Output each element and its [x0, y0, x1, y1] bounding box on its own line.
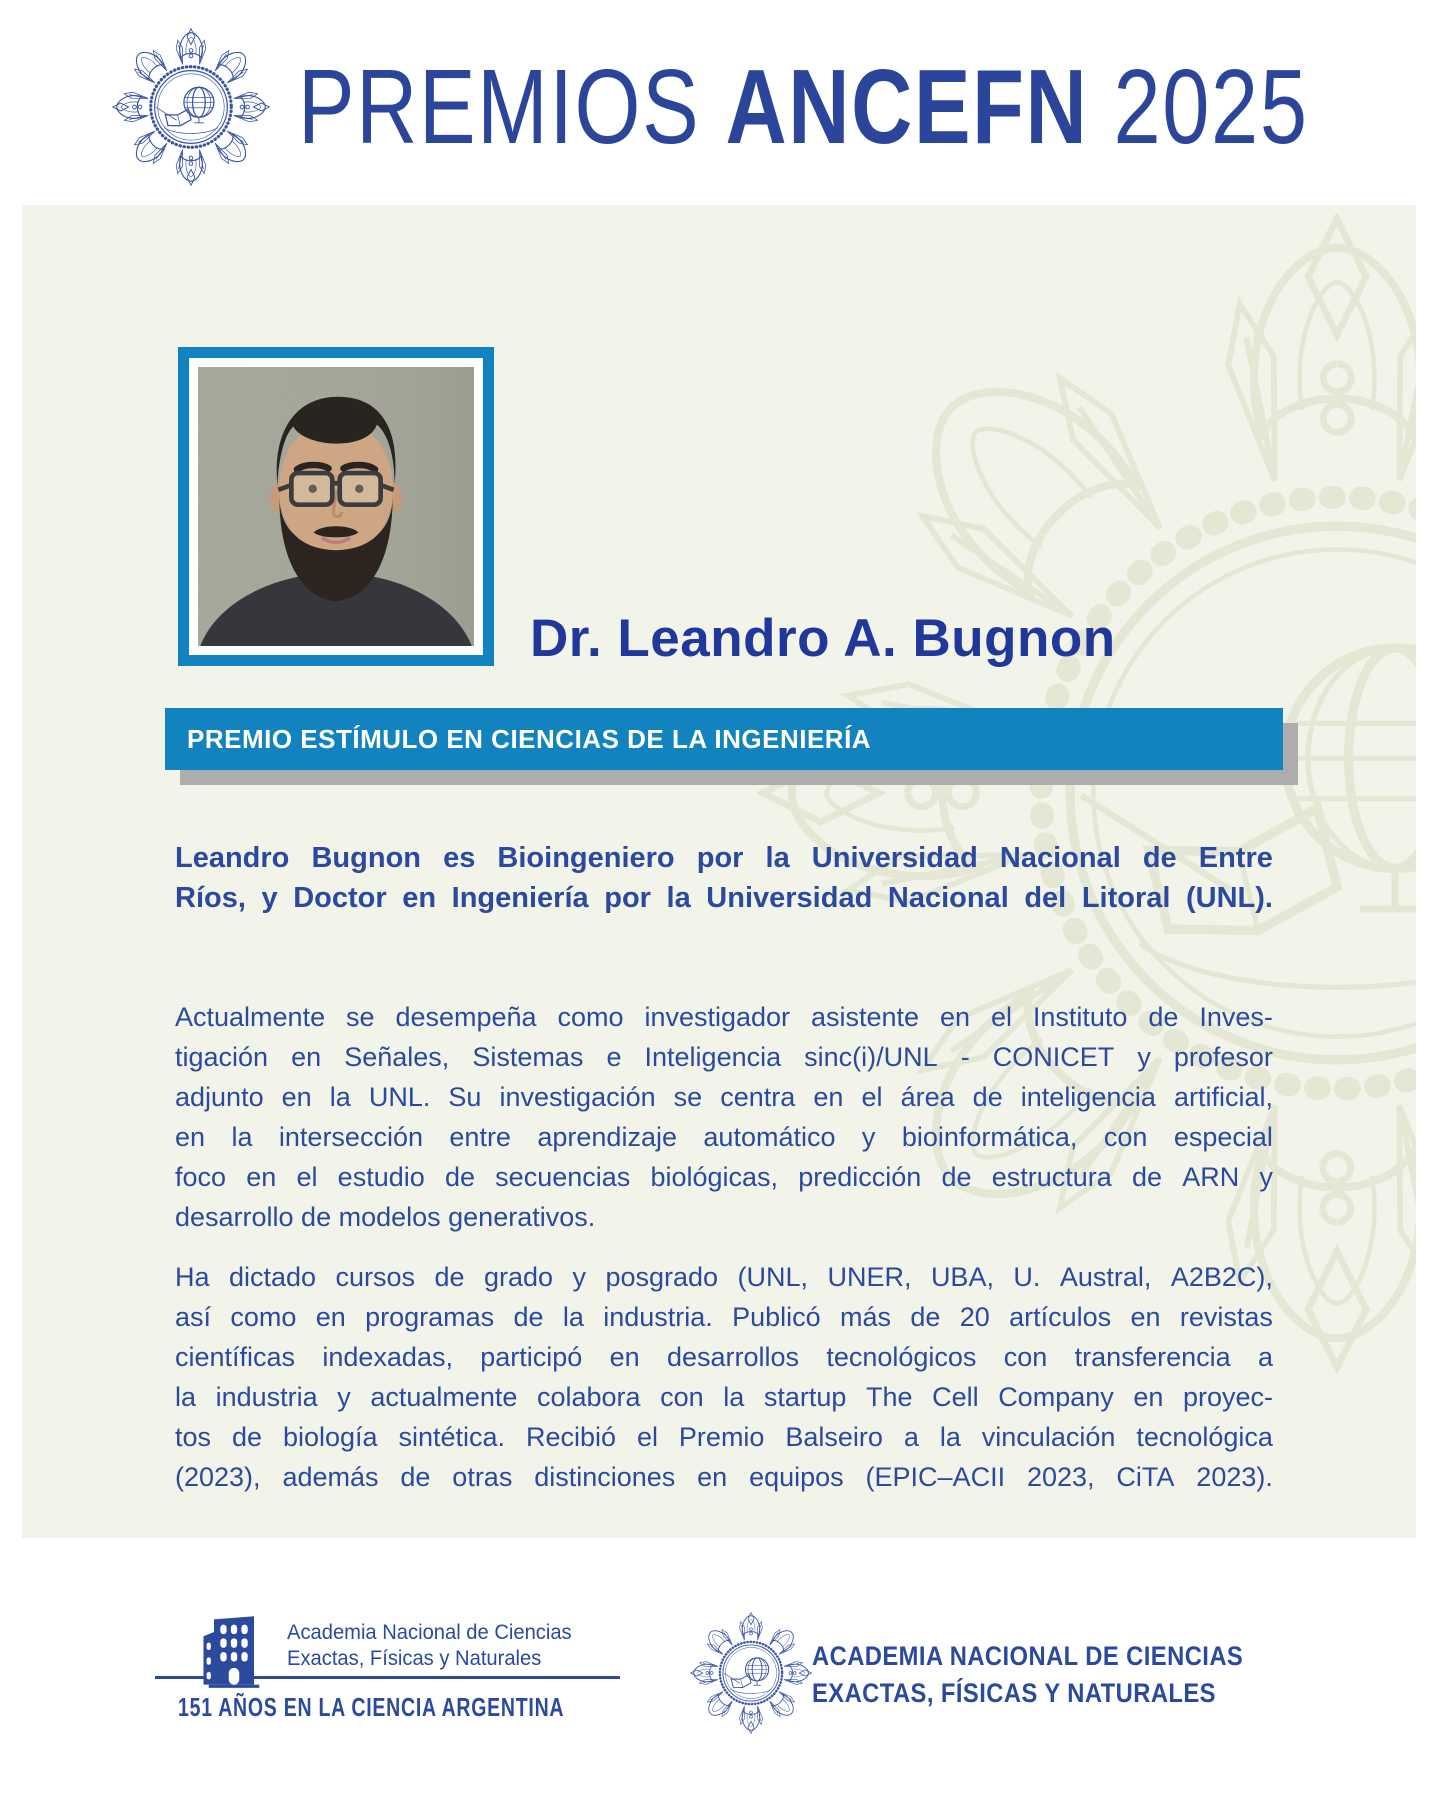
- award-banner: [165, 708, 1283, 770]
- bio-paragraph-2: Actualmente se desempeña como investigador asistente en el Instituto de Inves- tigación en Señales, Sistemas e Inteligencia sinc(i)/UNL - CONICET y profesor adjunto en la UNL. Su investigación se centra en el área de inteligencia artificial, en la intersección entre aprendizaje automático y bioinformática, con especial foco en el estudio de secuencias biológicas, predicción de estructura de ARN y desarrollo de modelos generativos.: [175, 1002, 1273, 1232]
- bio-intro-paragraph: Leandro Bugnon es Bioingeniero por la Universidad Nacional de Entre Ríos, y Doctor en Ingeniería por la Universidad Nacional del Litoral (UNL).: [175, 842, 1273, 914]
- footer-left-org-line1: Academia Nacional de Ciencias: [287, 1621, 572, 1644]
- footer-tagline: 151 AÑOS EN LA CIENCIA ARGENTINA: [178, 1692, 565, 1722]
- ancefn-rosette-icon: [112, 26, 270, 188]
- award-card: [22, 205, 1416, 1538]
- recipient-photo-frame: [178, 347, 494, 666]
- title-ancefn: ANCEFN: [725, 48, 1089, 166]
- academy-building-icon: [200, 1611, 268, 1691]
- footer-left-org-line2: Exactas, Físicas y Naturales: [287, 1647, 542, 1670]
- footer-right-org-line1: ACADEMIA NACIONAL DE CIENCIAS: [812, 1641, 1244, 1671]
- recipient-name: Dr. Leandro A. Bugnon: [530, 609, 1116, 668]
- recipient-photo: [198, 367, 474, 646]
- footer-right-org-line2: EXACTAS, FÍSICAS Y NATURALES: [812, 1678, 1216, 1708]
- footer-rosette-icon: [690, 1612, 812, 1734]
- title-year: 2025: [1113, 48, 1309, 166]
- footer-right-org: [812, 1638, 1302, 1712]
- bio-paragraph-3: Ha dictado cursos de grado y posgrado (UNL, UNER, UBA, U. Austral, A2B2C), así como en programas de la industria. Publicó más de 20 artículos en revistas científicas indexadas, participó en desarrollos tecnológicos con transferencia a la industria y actualmente colabora con la startup The Cell Company en proyec- tos de biología sintética. Recibió el Premio Balseiro a la vinculación tecnológica (2023), además de otras distinciones en equipos (EPIC–ACII 2023, CiTA 2023).: [175, 1262, 1273, 1492]
- title-premios: PREMIOS: [298, 48, 701, 166]
- page-title: [298, 48, 1309, 166]
- footer-left-org: [287, 1620, 584, 1672]
- award-banner-label: PREMIO ESTÍMULO EN CIENCIAS DE LA INGENIERÍA: [187, 723, 872, 754]
